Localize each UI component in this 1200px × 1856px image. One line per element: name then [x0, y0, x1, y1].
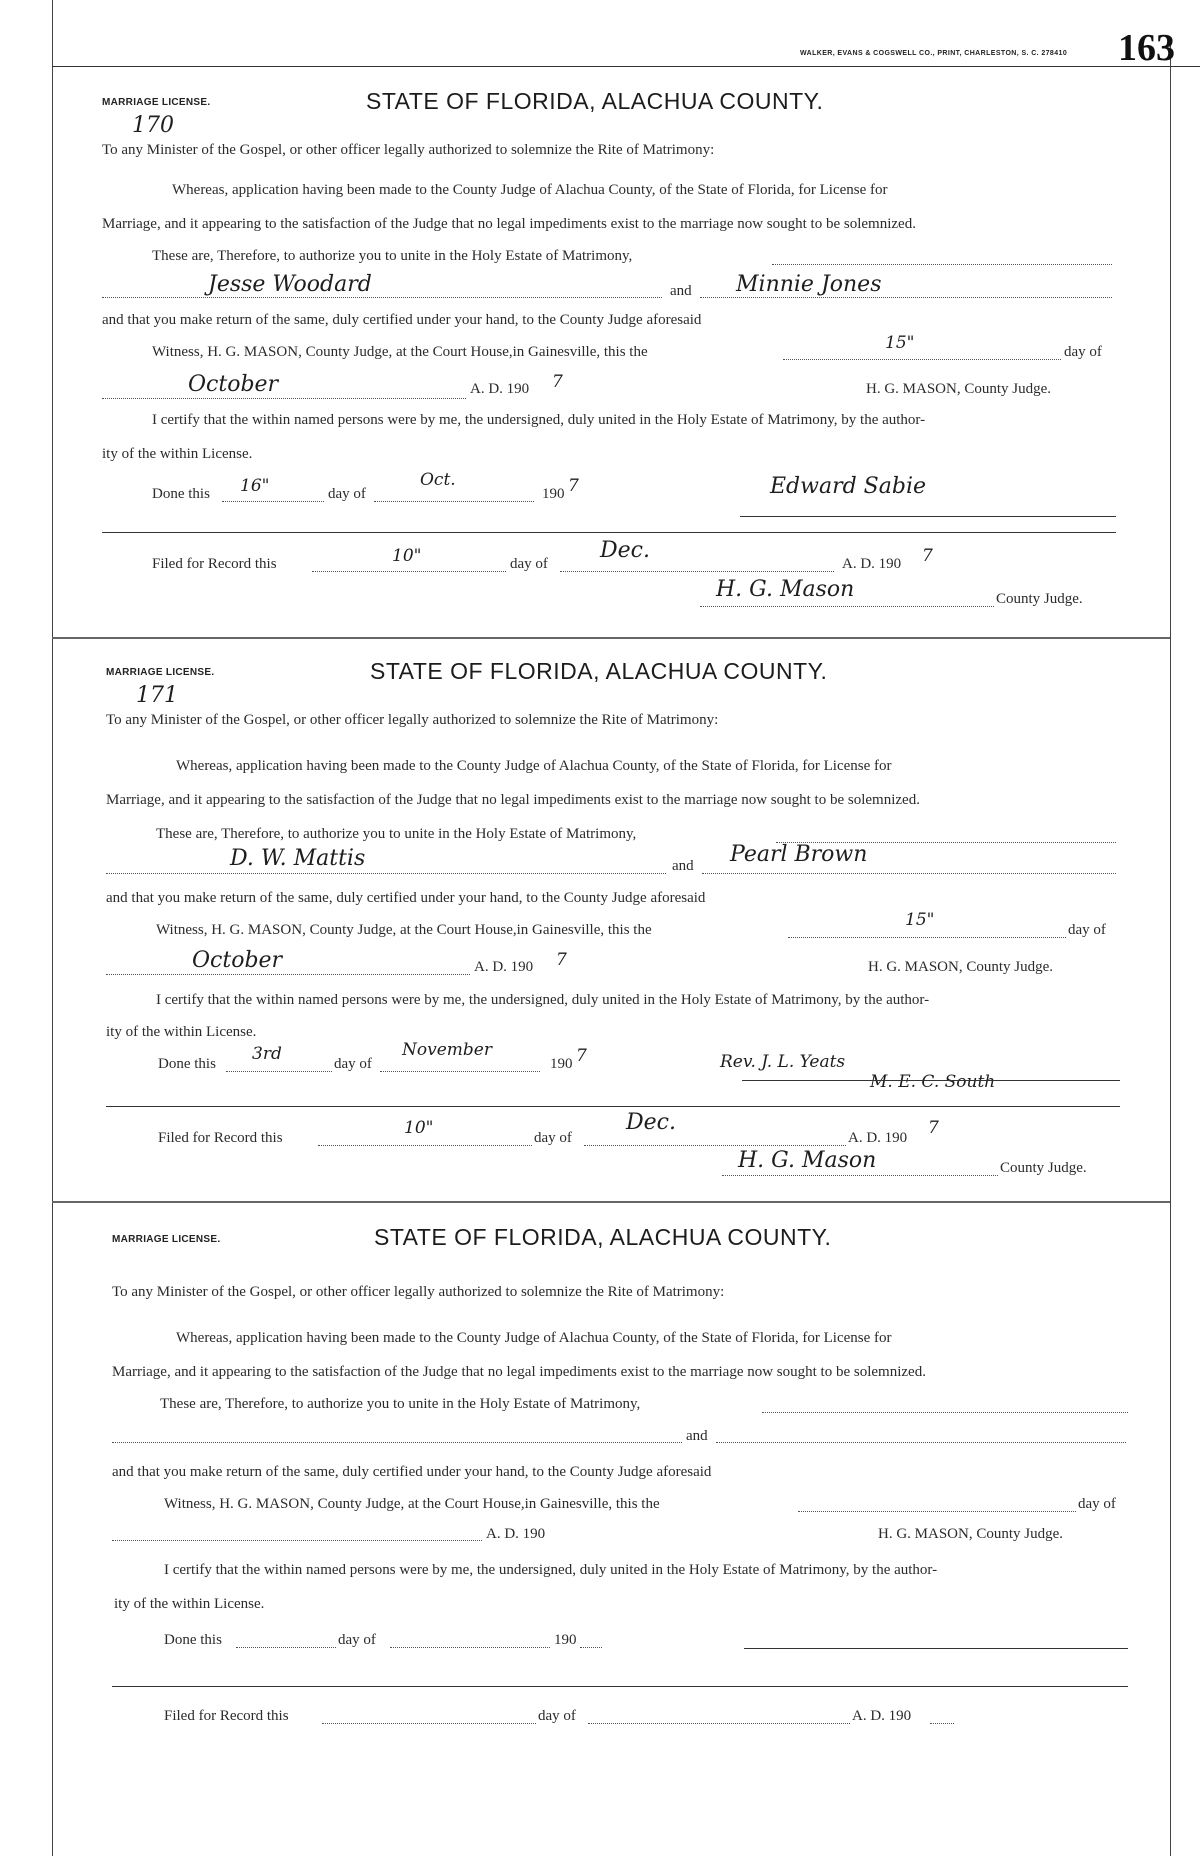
filed-for-record-label: Filed for Record this	[164, 1708, 289, 1724]
license-heading: STATE OF FLORIDA, ALACHUA COUNTY.	[370, 658, 828, 684]
license-label: MARRIAGE LICENSE.	[102, 97, 211, 108]
groom-fill	[112, 1442, 682, 1443]
filed-ad: A. D. 190	[842, 556, 902, 572]
done-this-label: Done this	[158, 1056, 216, 1072]
groom-fill	[102, 297, 662, 298]
officiant-denomination: M. E. C. South	[870, 1072, 996, 1092]
filed-year: 7	[928, 1118, 939, 1138]
and-label: and	[672, 858, 694, 874]
done-day: 3rd	[252, 1044, 282, 1064]
done-month-fill	[390, 1647, 550, 1648]
groom-name: Jesse Woodard	[208, 272, 372, 297]
witness-month-fill	[106, 974, 470, 975]
application-paragraph-line-2: Marriage, and it appearing to the satisfaction of the Judge that no legal impediments exist to the marriage now sought to be solemnized.	[106, 792, 920, 808]
filed-month-fill	[588, 1723, 850, 1724]
left-border-line	[52, 0, 53, 1856]
authorization-fill	[772, 264, 1112, 265]
page-number: 163	[1118, 27, 1175, 69]
printer-imprint: WALKER, EVANS & COGSWELL CO., PRINT, CHARLESTON, S. C. 278410	[800, 50, 1068, 57]
filed-judge-signature: H. G. Mason	[716, 577, 855, 602]
witness-year: 7	[552, 372, 563, 392]
bride-fill	[702, 873, 1116, 874]
authorization-line: These are, Therefore, to authorize you to unite in the Holy Estate of Matrimony,	[156, 826, 637, 842]
filed-ad: A. D. 190	[848, 1130, 908, 1146]
filed-ad: A. D. 190	[852, 1708, 912, 1724]
return-line: and that you make return of the same, duly certified under your hand, to the County Judge aforesaid	[102, 312, 702, 328]
certify-line-1: I certify that the within named persons were by me, the undersigned, duly united in the Holy Estate of Matrimony, by the author-	[152, 412, 926, 428]
filed-for-record-label: Filed for Record this	[158, 1130, 283, 1146]
and-label: and	[686, 1428, 708, 1444]
filed-day-of-label: day of	[534, 1130, 572, 1146]
witness-line: Witness, H. G. MASON, County Judge, at the Court House,in Gainesville, this the	[156, 922, 652, 938]
application-paragraph-line-2: Marriage, and it appearing to the satisfaction of the Judge that no legal impediments exist to the marriage now sought to be solemnized.	[102, 216, 916, 232]
witness-day-fill	[798, 1511, 1076, 1512]
license-separator	[52, 637, 1170, 639]
section-divider	[112, 1686, 1128, 1687]
filed-day-of-label: day of	[510, 556, 548, 572]
done-year-prefix: 190	[550, 1056, 573, 1072]
groom-name: D. W. Mattis	[230, 846, 366, 871]
done-year: 7	[576, 1046, 587, 1066]
address-line: To any Minister of the Gospel, or other officer legally authorized to solemnize the Rite of Matrimony:	[106, 712, 719, 728]
license-number: 171	[136, 683, 178, 708]
certify-line-2: ity of the within License.	[114, 1596, 265, 1612]
bride-fill	[700, 297, 1112, 298]
filed-month-fill	[560, 571, 834, 572]
certify-line-1: I certify that the within named persons were by me, the undersigned, duly united in the Holy Estate of Matrimony, by the author-	[156, 992, 930, 1008]
done-month: Oct.	[420, 470, 456, 490]
groom-fill	[106, 873, 666, 874]
witness-day-fill	[783, 359, 1061, 360]
done-month-fill	[374, 501, 534, 502]
license-number: 170	[132, 113, 174, 138]
filed-day-fill	[322, 1723, 536, 1724]
bride-fill	[716, 1442, 1126, 1443]
application-paragraph-line-1: Whereas, application having been made to the County Judge of Alachua County, of the State of Florida, for License for	[172, 182, 888, 198]
application-paragraph-line-1: Whereas, application having been made to the County Judge of Alachua County, of the State of Florida, for License for	[176, 758, 892, 774]
filed-month-fill	[584, 1145, 846, 1146]
application-paragraph-line-2: Marriage, and it appearing to the satisfaction of the Judge that no legal impediments exist to the marriage now sought to be solemnized.	[112, 1364, 926, 1380]
bride-name: Minnie Jones	[736, 272, 882, 297]
filed-judge-fill	[722, 1175, 998, 1176]
officiant-signature: Edward Sabie	[770, 474, 927, 499]
done-day-fill	[226, 1071, 332, 1072]
filed-day-of-label: day of	[538, 1708, 576, 1724]
officiant-signature-line	[742, 1080, 1120, 1081]
done-day: 16"	[240, 476, 270, 496]
top-border-line	[52, 66, 1200, 67]
officiant-signature: Rev. J. L. Yeats	[720, 1052, 846, 1072]
county-judge-label: County Judge.	[1000, 1160, 1087, 1176]
filed-month: Dec.	[600, 538, 650, 563]
filed-day-fill	[318, 1145, 532, 1146]
witness-day-of: day of	[1078, 1496, 1116, 1512]
return-line: and that you make return of the same, duly certified under your hand, to the County Judge aforesaid	[106, 890, 706, 906]
witness-month-fill	[102, 398, 466, 399]
witness-year: 7	[556, 950, 567, 970]
judge-signature-label: H. G. MASON, County Judge.	[866, 381, 1052, 397]
authorization-line: These are, Therefore, to authorize you to unite in the Holy Estate of Matrimony,	[152, 248, 633, 264]
filed-day-fill	[312, 571, 506, 572]
right-border-line	[1170, 40, 1171, 1856]
witness-ad: A. D. 190	[486, 1526, 546, 1542]
license-heading: STATE OF FLORIDA, ALACHUA COUNTY.	[374, 1224, 832, 1250]
witness-day-of: day of	[1068, 922, 1106, 938]
done-this-label: Done this	[164, 1632, 222, 1648]
authorization-line: These are, Therefore, to authorize you to unite in the Holy Estate of Matrimony,	[160, 1396, 641, 1412]
officiant-signature-line	[740, 516, 1116, 517]
license-separator	[52, 1201, 1170, 1203]
filed-day: 10"	[392, 546, 422, 566]
done-day-of-label: day of	[328, 486, 366, 502]
officiant-signature-line	[744, 1648, 1128, 1649]
license-label: MARRIAGE LICENSE.	[112, 1234, 221, 1245]
done-year-prefix: 190	[554, 1632, 577, 1648]
and-label: and	[670, 283, 692, 299]
application-paragraph-line-1: Whereas, application having been made to the County Judge of Alachua County, of the State of Florida, for License for	[176, 1330, 892, 1346]
address-line: To any Minister of the Gospel, or other officer legally authorized to solemnize the Rite of Matrimony:	[112, 1284, 725, 1300]
section-divider	[102, 532, 1116, 533]
witness-month: October	[192, 948, 283, 973]
witness-day: 15"	[905, 910, 935, 930]
filed-judge-fill	[700, 606, 994, 607]
authorization-fill	[762, 1412, 1128, 1413]
done-day-of-label: day of	[334, 1056, 372, 1072]
bride-name: Pearl Brown	[730, 842, 868, 867]
filed-day: 10"	[404, 1118, 434, 1138]
done-day-fill	[236, 1647, 336, 1648]
done-year-fill	[580, 1647, 602, 1648]
witness-line: Witness, H. G. MASON, County Judge, at the Court House,in Gainesville, this the	[164, 1496, 660, 1512]
witness-month-fill	[112, 1540, 482, 1541]
done-month: November	[402, 1040, 492, 1060]
witness-ad: A. D. 190	[470, 381, 530, 397]
judge-signature-label: H. G. MASON, County Judge.	[868, 959, 1054, 975]
witness-line: Witness, H. G. MASON, County Judge, at the Court House,in Gainesville, this the	[152, 344, 648, 360]
done-this-label: Done this	[152, 486, 210, 502]
witness-ad: A. D. 190	[474, 959, 534, 975]
section-divider	[106, 1106, 1120, 1107]
done-month-fill	[380, 1071, 540, 1072]
license-label: MARRIAGE LICENSE.	[106, 667, 215, 678]
filed-for-record-label: Filed for Record this	[152, 556, 277, 572]
license-heading: STATE OF FLORIDA, ALACHUA COUNTY.	[366, 88, 824, 114]
return-line: and that you make return of the same, duly certified under your hand, to the County Judge aforesaid	[112, 1464, 712, 1480]
judge-signature-label: H. G. MASON, County Judge.	[878, 1526, 1064, 1542]
witness-day-fill	[788, 937, 1066, 938]
done-year-prefix: 190	[542, 486, 565, 502]
done-year: 7	[568, 476, 579, 496]
done-day-fill	[222, 501, 324, 502]
filed-month: Dec.	[626, 1110, 676, 1135]
done-day-of-label: day of	[338, 1632, 376, 1648]
certify-line-2: ity of the within License.	[106, 1024, 257, 1040]
witness-month: October	[188, 372, 279, 397]
filed-year-fill	[930, 1723, 954, 1724]
certify-line-1: I certify that the within named persons were by me, the undersigned, duly united in the Holy Estate of Matrimony, by the author-	[164, 1562, 938, 1578]
county-judge-label: County Judge.	[996, 591, 1083, 607]
filed-year: 7	[922, 546, 933, 566]
witness-day-of: day of	[1064, 344, 1102, 360]
witness-day: 15"	[885, 333, 915, 353]
address-line: To any Minister of the Gospel, or other officer legally authorized to solemnize the Rite of Matrimony:	[102, 142, 715, 158]
certify-line-2: ity of the within License.	[102, 446, 253, 462]
filed-judge-signature: H. G. Mason	[738, 1148, 877, 1173]
